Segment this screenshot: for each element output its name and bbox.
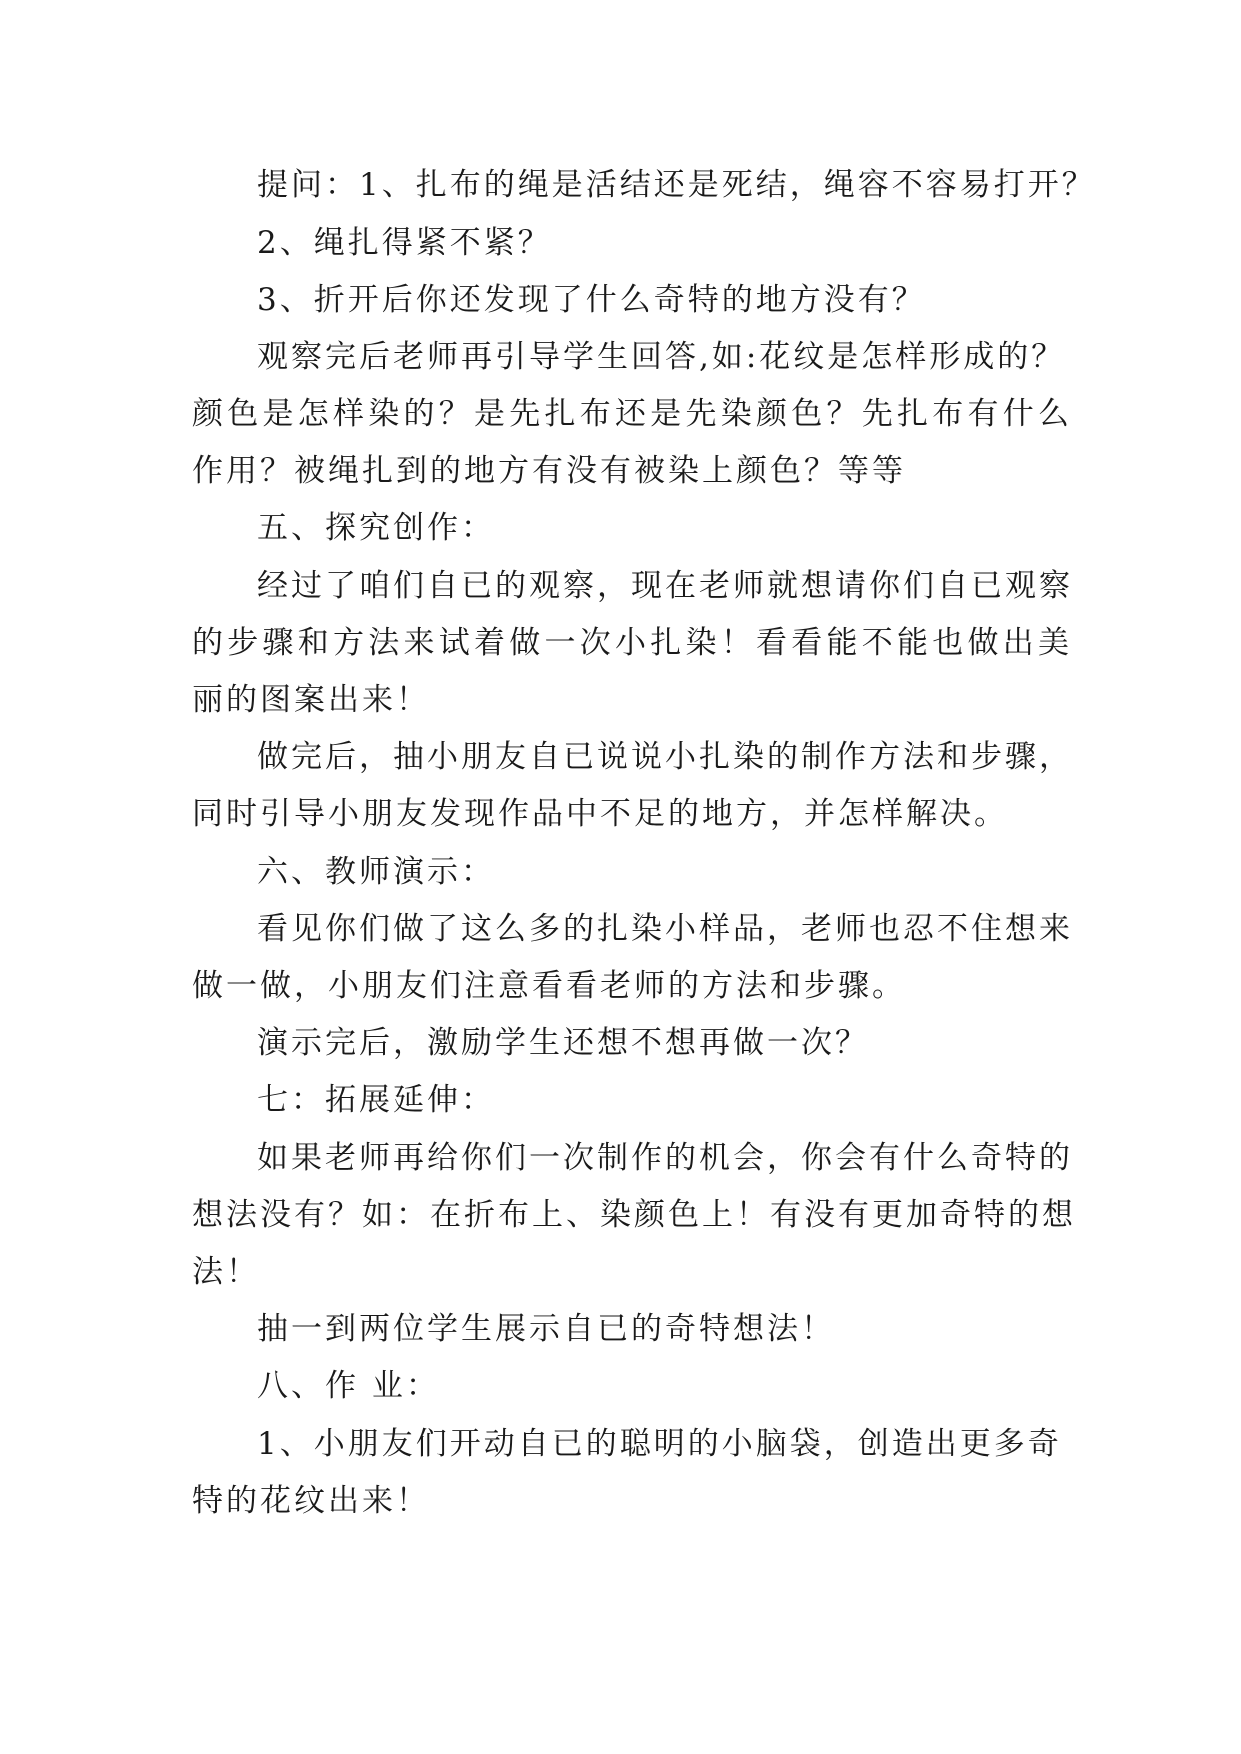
paragraph-line: 的步骤和方法来试着做一次小扎染！看看能不能也做出美 <box>192 625 1072 661</box>
section-heading: 八、作 业： <box>257 1368 440 1404</box>
paragraph-line: 特的花纹出来！ <box>192 1483 430 1519</box>
paragraph-line: 做完后，抽小朋友自已说说小扎染的制作方法和步骤， <box>257 739 1073 775</box>
section-heading: 五、探究创作： <box>257 510 495 546</box>
paragraph-line: 观察完后老师再引导学生回答,如:花纹是怎样形成的？ <box>257 339 1066 375</box>
paragraph-line: 做一做，小朋友们注意看看老师的方法和步骤。 <box>192 968 906 1004</box>
paragraph-line: 想法没有？如：在折布上、染颜色上！有没有更加奇特的想 <box>192 1197 1076 1233</box>
paragraph-line: 1、小朋友们开动自已的聪明的小脑袋，创造出更多奇 <box>257 1426 1062 1462</box>
paragraph-line: 演示完后，激励学生还想不想再做一次？ <box>257 1025 869 1061</box>
paragraph-line: 抽一到两位学生展示自已的奇特想法！ <box>257 1311 835 1347</box>
paragraph-line: 同时引导小朋友发现作品中不足的地方，并怎样解决。 <box>192 796 1008 832</box>
paragraph-line: 丽的图案出来！ <box>192 682 430 718</box>
paragraph-line: 看见你们做了这么多的扎染小样品，老师也忍不住想来 <box>257 911 1073 947</box>
paragraph-line: 3、折开后你还发现了什么奇特的地方没有？ <box>257 282 926 318</box>
paragraph-line: 2、绳扎得紧不紧？ <box>257 225 552 261</box>
paragraph-line: 法！ <box>192 1254 260 1290</box>
paragraph-line: 如果老师再给你们一次制作的机会，你会有什么奇特的 <box>257 1140 1073 1176</box>
paragraph-line: 作用？被绳扎到的地方有没有被染上颜色？等等 <box>192 453 906 489</box>
section-heading: 七：拓展延伸： <box>257 1082 495 1118</box>
paragraph-line: 颜色是怎样染的？是先扎布还是先染颜色？先扎布有什么 <box>192 396 1072 432</box>
paragraph-line: 提问：1、扎布的绳是活结还是死结，绳容不容易打开？ <box>257 167 1096 203</box>
paragraph-line: 经过了咱们自已的观察，现在老师就想请你们自已观察 <box>257 568 1073 604</box>
section-heading: 六、教师演示： <box>257 854 495 890</box>
